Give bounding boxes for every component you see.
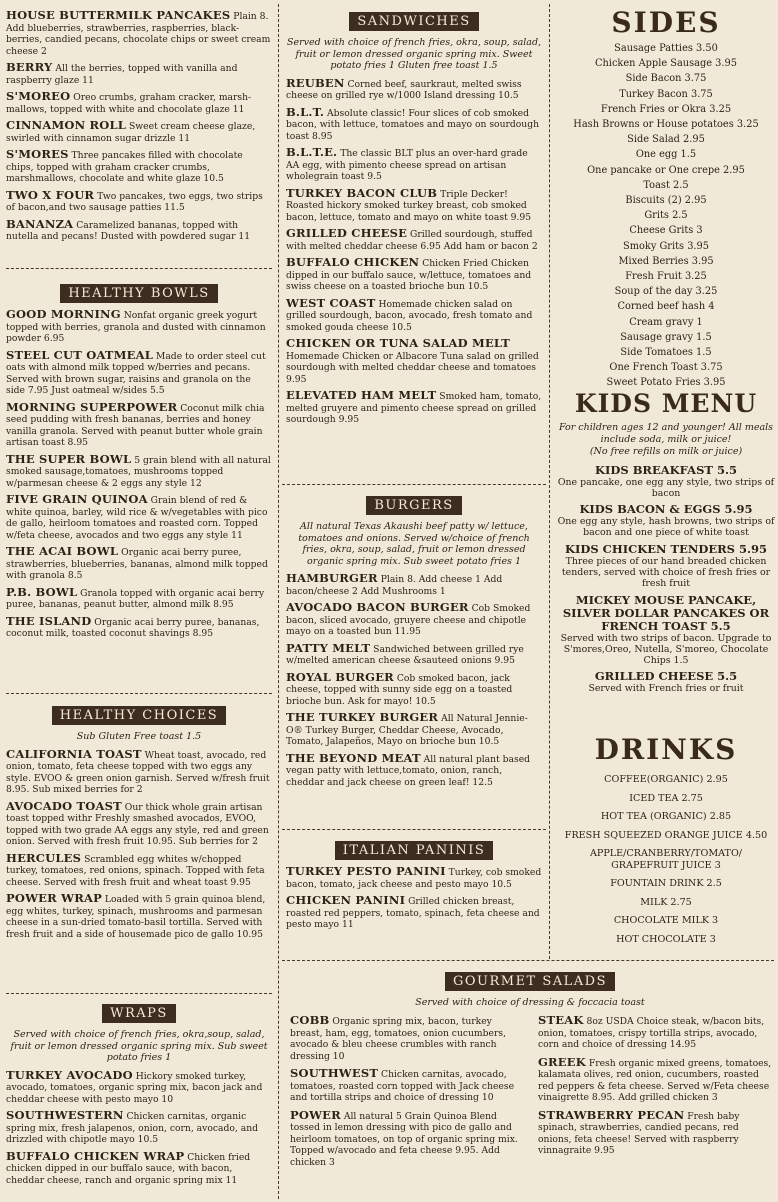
- menu-item: AVOCADO TOAST Our thick whole grain artisan toast topped withr Freshly smashed avocados, EVOO, topped with two grade AA eggs any style, red and green onion. Served with fresh fruit 10.95. Sub berries for 2: [6, 798, 269, 847]
- menu-item: BERRY All the berries, topped with vanilla and raspberry glaze 11: [6, 60, 238, 86]
- section-divider: [6, 268, 272, 269]
- menu-item: THE BEYOND MEAT All natural plant based vegan patty with lettuce,tomato, onion, ranch, cheddar and jack cheese on green leaf! 12.5: [286, 750, 531, 788]
- drink-item: HOT TEA (ORGANIC) 2.85: [600, 811, 732, 822]
- wraps-section: [6, 998, 272, 1191]
- section-title: GOURMET SALADS: [445, 972, 615, 991]
- section-subtitle: Served with choice of french fries, okra,soup, salad, fruit or lemon dressed organic spring mix. Sub sweet potato fries 1: [10, 1029, 268, 1063]
- menu-item: PATTY MELT Sandwiched between grilled rye w/melted american cheese &sauteed onions 9.95: [286, 640, 524, 666]
- section-subtitle: All natural Texas Akaushi beef patty w/ lettuce, tomatoes and onions. Served w/choice of french fries, okra, soup, salad, fruit or lemon dressed organic spring mix. Sub sweet potato fries 1: [298, 521, 530, 567]
- side-item: Chicken Apple Sausage 3.95: [595, 58, 737, 70]
- menu-item: HERCULES Scrambled egg whites w/chopped turkey, tomatoes, red onions, spinach. Topped with feta cheese. Served with fresh fruit and wheat toast 9.95: [6, 850, 265, 888]
- sides-list: [557, 41, 775, 391]
- menu-item: POWER All natural 5 Grain Quinoa Blend tossed in lemon dressing with pico de gallo and heirloom tomatoes, on top of organic spring mix. Topped w/avocado and feta cheese 9.95. Add chicken 3: [290, 1107, 518, 1168]
- section-divider: [282, 484, 546, 485]
- menu-item: HAMBURGER Plain 8. Add cheese 1 Add bacon/cheese 2 Add Mushrooms 1: [286, 571, 503, 597]
- kids-menu-title: KIDS MENU: [574, 389, 758, 418]
- section-title: BURGERS: [366, 496, 461, 515]
- drink-item: COFFEE(ORGANIC) 2.95: [604, 774, 728, 785]
- side-item: Toast 2.5: [643, 179, 689, 191]
- menu-item: SOUTHWEST Chicken carnitas, avocado, tomatoes, roasted corn topped with Jack cheese and tortilla strips and choice of dressing 10: [290, 1066, 515, 1103]
- side-item: Turkey Bacon 3.75: [619, 88, 713, 100]
- section-divider: [6, 693, 272, 694]
- drink-item: APPLE/CRANBERRY/TOMATO/ GRAPEFRUIT JUICE 3: [589, 848, 743, 871]
- menu-item: GREEK Fresh organic mixed greens, tomatoes, kalamata olives, red onion, cucumbers, roasted red peppers & feta cheese. Served w/Feta cheese vinaigrette 8.95. Add grilled chicken 3: [538, 1054, 772, 1103]
- menu-item: STEEL CUT OATMEAL Made to order steel cut oats with almond milk topped w/berries and pecans. Served with brown sugar, raisins and granola on the side 7.95 Just oatmeal w/sides 5.5: [6, 347, 266, 396]
- kids-item: KIDS BREAKFAST 5.5 One pancake, one egg any style, two strips of bacon: [557, 462, 775, 499]
- menu-item: TWO X FOUR Two pancakes, two eggs, two strips of bacon,and two sausage patties 11.5: [6, 187, 263, 213]
- kids-item: KIDS BACON & EGGS 5.95 One egg any style, hash browns, two strips of bacon and one piece of white toast: [557, 502, 775, 539]
- drinks-section: [557, 734, 775, 952]
- menu-item: FIVE GRAIN QUINOA Grain blend of red & white quinoa, barley, wild rice & w/vegetables with pico de gallo, heirloom tomatoes and roasted corn. Topped w/feta cheese, avocados and two eggs any style 11: [6, 492, 268, 541]
- drink-item: ICED TEA 2.75: [629, 792, 703, 804]
- drink-item: MILK 2.75: [640, 896, 692, 908]
- side-item: Sausage gravy 1.5: [620, 331, 712, 343]
- side-item: Mixed Berries 3.95: [618, 255, 714, 267]
- pancakes-section: [6, 0, 272, 243]
- side-item: Sausage Patties 3.50: [614, 43, 718, 54]
- drink-item: CHOCOLATE MILK 3: [613, 915, 719, 926]
- menu-item: BUFFALO CHICKEN WRAP Chicken fried chicken dipped in our buffalo sauce, with bacon, cheddar cheese, ranch and organic spring mix 11: [6, 1148, 251, 1186]
- section-subtitle: Served with choice of french fries, okra, soup, salad, fruit or lemon dressed organic spring mix. Sweet potato fries 1 Gluten free toast 1.5: [286, 37, 542, 71]
- kids-item: KIDS CHICKEN TENDERS 5.95 Three pieces of our hand breaded chicken tenders, served with choice of fresh fries or fresh fruit: [561, 541, 771, 590]
- menu-item: STRAWBERRY PECAN Fresh baby spinach, strawberries, candied pecans, red onions, feta cheese! Served with raspberry vinnagraite 9.95: [538, 1107, 740, 1156]
- menu-item: BANANZA Caramelized bananas, topped with nutella and pecans! Dusted with powdered sugar 11: [6, 216, 251, 242]
- menu-item: CHICKEN OR TUNA SALAD MELT Homemade Chicken or Albacore Tuna salad on grilled sourdough with melted cheddar cheese and tomatoes 9.95: [286, 336, 539, 385]
- section-subtitle: Served with choice of dressing & foccacia toast: [415, 997, 645, 1008]
- side-item: French Fries or Okra 3.25: [600, 103, 732, 115]
- side-item: Side Bacon 3.75: [625, 73, 707, 85]
- menu-item: SOUTHWESTERN Chicken carnitas, organic spring mix, fresh jalapenos, onion, corn, avocado, and drizzled with chipotle mayo 10.5: [6, 1108, 259, 1145]
- drink-item: FOUNTAIN DRINK 2.5: [610, 878, 722, 889]
- side-item: Sweet Potato Fries 3.95: [606, 377, 726, 389]
- menu-item: B.L.T. Absolute classic! Four slices of cob smoked bacon, with lettuce, tomatoes and mayo on sourdough toast 8.95: [286, 104, 540, 142]
- section-divider: [6, 993, 272, 994]
- menu-item: CHICKEN PANINI Grilled chicken breast, roasted red peppers, tomato, spinach, feta cheese and pesto mayo 11: [286, 893, 540, 930]
- section-divider: [282, 960, 774, 961]
- section-title: HEALTHY CHOICES: [52, 706, 226, 725]
- menu-item: ELEVATED HAM MELT Smoked ham, tomato, melted gruyere and pimento cheese spread on grilled sourdough 9.95: [286, 388, 542, 425]
- paninis-section: [286, 835, 542, 936]
- side-item: Hash Browns or House potatoes 3.25: [573, 119, 759, 131]
- menu-item: GRILLED CHEESE Grilled sourdough, stuffed with melted cheddar cheese 6.95 Add ham or bacon 2: [286, 226, 538, 252]
- menu-item: TURKEY PESTO PANINI Turkey, cob smoked bacon, tomato, jack cheese and pesto mayo 10.5: [286, 864, 542, 890]
- side-item: Cheese Grits 3: [629, 225, 703, 237]
- menu-item: TURKEY BACON CLUB Triple Decker! Roasted hickory smoked turkey breast, cob smoked bacon, lettuce, tomato and mayo on white toast 9.95: [286, 185, 532, 223]
- menu-item: CINNAMON ROLL Sweet cream cheese glaze, swirled with cinnamon sugar drizzle 11: [6, 118, 256, 144]
- section-subtitle: Sub Gluten Free toast 1.5: [76, 731, 202, 742]
- menu-item: WEST COAST Homemade chicken salad on grilled sourdough, bacon, avocado, fresh tomato and smoked gouda cheese 10.5: [286, 295, 533, 333]
- kids-menu-section: [557, 390, 775, 699]
- section-title: HEALTHY BOWLS: [60, 284, 217, 303]
- menu-item: BUFFALO CHICKEN Chicken Fried Chicken dipped in our buffalo sauce, w/lettuce, tomatoes and swiss cheese on a toasted brioche bun 10.5: [286, 255, 532, 292]
- menu-item: THE SUPER BOWL 5 grain blend with all natural smoked sausage,tomatoes, mushrooms topped w/parmesan cheese & 2 eggs any style 12: [6, 451, 271, 489]
- side-item: Fresh Fruit 3.25: [625, 271, 707, 283]
- drink-item: FRESH SQUEEZED ORANGE JUICE 4.50: [564, 829, 768, 841]
- menu-item: THE ISLAND Organic acai berry puree, bananas, coconut milk, toasted coconut shavings 8.95: [6, 613, 260, 639]
- healthy-choices-section: [6, 700, 272, 945]
- healthy-bowls-section: [6, 278, 272, 645]
- section-title: WRAPS: [102, 1004, 176, 1023]
- gourmet-salads-header: [286, 966, 774, 1015]
- section-title: SANDWICHES: [349, 12, 478, 31]
- side-item: Soup of the day 3.25: [614, 286, 718, 298]
- sides-title: SIDES: [611, 6, 721, 39]
- drink-item: HOT CHOCOLATE 3: [616, 933, 716, 945]
- kids-note: (No free refills on milk or juice): [589, 446, 743, 457]
- kids-item: MICKEY MOUSE PANCAKE, SILVER DOLLAR PANCAKES OR FRENCH TOAST 5.5 Served with two strips of bacon. Upgrade to S'mores,Oreo, Nutella, S'moreo, Chocolate Chips 1.5: [560, 592, 772, 667]
- drinks-title: DRINKS: [594, 733, 738, 766]
- menu-item: P.B. BOWL Granola topped with organic acai berry puree, bananas, peanut butter, almond milk 8.95: [6, 584, 265, 610]
- salads-left: [290, 1015, 526, 1173]
- section-title: ITALIAN PANINIS: [335, 841, 494, 860]
- side-item: Smoky Grits 3.95: [622, 240, 710, 252]
- burgers-section: [286, 490, 542, 793]
- menu-item: AVOCADO BACON BURGER Cob Smoked bacon, sliced avocado, gruyere cheese and chipotle mayo on a toasted bun 11.95: [286, 600, 531, 637]
- side-item: Side Tomatoes 1.5: [620, 347, 712, 359]
- column-divider-right: [549, 4, 550, 959]
- menu-item: POWER WRAP Loaded with 5 grain quinoa blend, egg whites, turkey, spinach, mushrooms and parmesan cheese in a sun-dried tomato-basil tortilla. Served with fresh fruit and a side of housemade pico de gallo 10.95: [6, 891, 266, 940]
- side-item: One pancake or One crepe 2.95: [587, 164, 745, 176]
- menu-item: CALIFORNIA TOAST Wheat toast, avocado, red onion, tomato, feta cheese topped with two eggs any style. EVOO & green onion garnish. Served w/fresh fruit 8.95. Sub mixed berries for 2: [6, 746, 270, 795]
- side-item: Cream gravy 1: [629, 316, 703, 328]
- menu-item: GOOD MORNING Nonfat organic greek yogurt topped with berries, granola and dusted with cinnamon powder 6.95: [6, 307, 266, 344]
- menu-item: S'MOREO Oreo crumbs, graham cracker, marsh-mallows, topped with white and chocolate glaze 11: [6, 89, 252, 115]
- menu-item: B.L.T.E. The classic BLT plus an over-hard grade AA egg, with pimento cheese spread on artisan wholegrain toast 9.5: [286, 145, 528, 182]
- menu-item: STEAK 8oz USDA Choice steak, w/bacon bits, onion, tomatoes, crispy tortilla strips, avocado, corn and choice of dressing 14.95: [538, 1013, 765, 1050]
- side-item: Side Salad 2.95: [627, 134, 705, 146]
- side-item: One egg 1.5: [635, 149, 697, 161]
- menu-item: COBB Organic spring mix, bacon, turkey breast, ham, egg, tomatoes, onion cucumbers, avocado & bleu cheese crumbles with ranch dressing 10: [290, 1013, 506, 1062]
- sandwiches-section: [286, 6, 542, 431]
- menu-item: S'MORES Three pancakes filled with chocolate chips, topped with graham cracker crumbs, marshmallows, chocolate and white glaze 10.5: [6, 147, 243, 184]
- side-item: Grits 2.5: [644, 210, 688, 222]
- right-column: [557, 0, 775, 945]
- menu-item: THE ACAI BOWL Organic acai berry puree, strawberries, blueberries, bananas, almond milk topped with granola 8.5: [6, 544, 268, 581]
- left-column: [6, 0, 272, 1186]
- column-divider-left: [278, 4, 279, 1199]
- kids-subtitle: For children ages 12 and younger! All meals include soda, milk or juice!: [558, 422, 774, 445]
- salads-right: [538, 1015, 772, 1162]
- menu-item: TURKEY AVOCADO Hickory smoked turkey, avocado, tomatoes, organic spring mix, bacon jack and cheddar cheese with pesto mayo 10: [6, 1067, 263, 1105]
- menu-item: ROYAL BURGER Cob smoked bacon, jack cheese, topped with sunny side egg on a toasted brioche bun. Ask for mayo! 10.5: [286, 669, 513, 707]
- menu-item: HOUSE BUTTERMILK PANCAKES Plain 8. Add blueberries, strawberries, raspberries, black-berries, candied pecans, chocolate chips or sweet cream cheese 2: [6, 8, 271, 57]
- section-divider: [282, 829, 546, 830]
- menu-item: REUBEN Corned beef, saurkraut, melted swiss cheese on grilled rye w/1000 Island dressing 10.5: [286, 75, 522, 101]
- menu-item: THE TURKEY BURGER All Natural Jennie-O® Turkey Burger, Cheddar Cheese, Avocado, Tomato, Jalapeños, Mayo on brioche bun 10.5: [286, 710, 528, 747]
- menu-item: MORNING SUPERPOWER Coconut milk chia seed pudding with fresh bananas, berries and honey vanilla granola. Served with peanut butter whole grain artisan toast 8.95: [6, 399, 265, 448]
- side-item: Biscuits (2) 2.95: [625, 195, 707, 207]
- kids-item: GRILLED CHEESE 5.5 Served with French fries or fruit: [588, 669, 744, 695]
- side-item: One French Toast 3.75: [609, 362, 723, 374]
- side-item: Corned beef hash 4: [617, 301, 715, 313]
